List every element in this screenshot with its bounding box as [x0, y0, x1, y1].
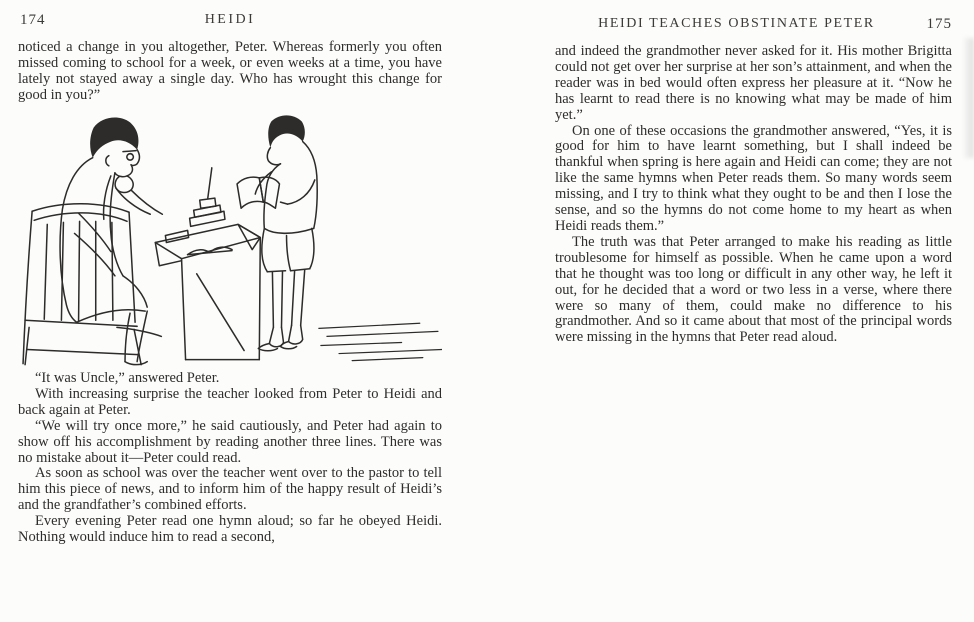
paragraph: On one of these occasions the grandmother answered, “Yes, it is good for him to have learnt something, but I shall indeed be thankful when spring is here again and Heidi can come; they are not like the same hymns when Peter reads them. So many words seem missing, and I try to think what they ought to be and then I lose the sense, and so the hymns do not come home to my heart as when Heidi reads them.”	[555, 122, 952, 234]
right-running-head-row	[555, 16, 952, 32]
left-intro-text	[18, 40, 442, 104]
page-edge-shadow	[962, 38, 974, 158]
left-page	[18, 0, 442, 622]
paragraph: Every evening Peter read one hymn aloud; so far he obeyed Heidi. Nothing would induce him to read a second,	[18, 513, 442, 546]
paragraph: noticed a change in you altogether, Peter. Whereas formerly you often missed coming to school for a week, or even weeks at a time, you have lately not stayed away a single day. Who has wrought this change for good in you?”	[18, 39, 442, 103]
ground-lines	[319, 323, 442, 360]
left-running-head: HEIDI	[204, 12, 256, 27]
peter-figure	[237, 115, 317, 350]
paragraph: “It was Uncle,” answered Peter.	[35, 370, 220, 386]
teacher-figure	[60, 117, 162, 364]
paragraph: With increasing surprise the teacher looked from Peter to Heidi and back again at Peter.	[18, 385, 442, 418]
left-page-number: 174	[20, 12, 46, 28]
right-page	[555, 0, 952, 622]
desk	[155, 168, 260, 360]
paragraph: “We will try once more,” he said cautiously, and Peter had again to show off his accomplishment by reading another three lines. There was no mistake about it—Peter could read.	[18, 417, 442, 466]
right-running-head: HEIDI TEACHES OBSTINATE PETER	[598, 16, 875, 31]
paragraph: As soon as school was over the teacher went over to the pastor to tell him this piece of news, and to inform him of the happy result of Heidi’s and the grandfather’s combined efforts.	[18, 465, 442, 514]
illustration	[18, 112, 442, 368]
paragraph: The truth was that Peter arranged to make his reading as little troublesome for himself as possible. When he came upon a word that he thought was too long or difficult in any other way, he left it out, for he decided that a word or two less in a verse, where there were so many of them, could make no difference to his grandmother. And so it came about that most of the principal words were missing in the hymns that Peter read aloud.	[555, 233, 952, 346]
left-body-text	[18, 371, 442, 546]
right-body-text	[555, 44, 952, 346]
left-running-head-row	[18, 12, 442, 28]
paragraph: and indeed the grandmother never asked for it. His mother Brigitta could not get over her surprise at her son’s attainment, and when the reader was in bed would often express her pleasure at it. “Now he has learnt to read there is no knowing what may be made of him yet.”	[555, 43, 952, 123]
right-page-number: 175	[926, 16, 952, 32]
